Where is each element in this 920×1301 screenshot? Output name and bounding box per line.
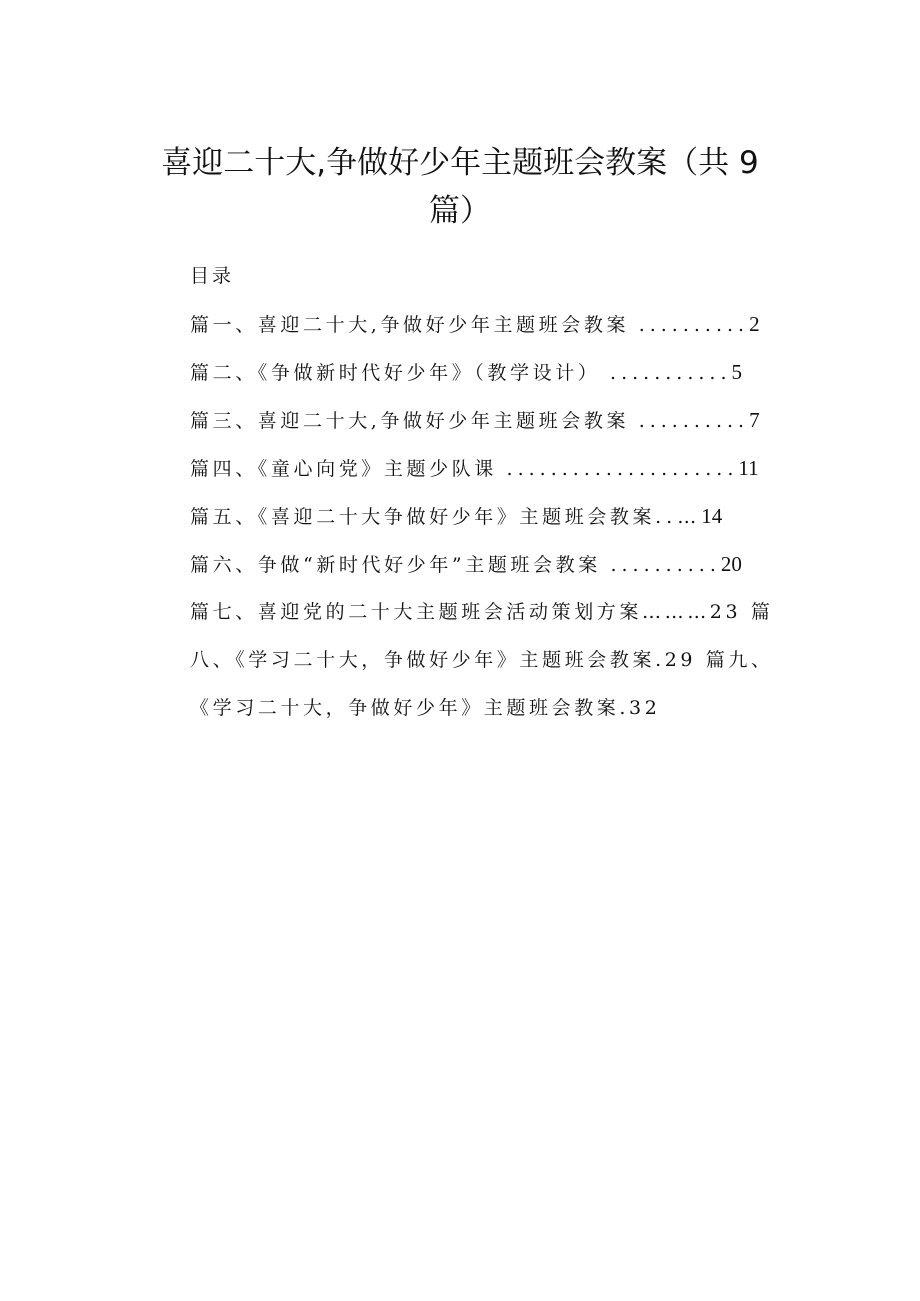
toc-entry-9-wrapped[interactable]: 《学习二十大，争做好少年》主题班会教案.32 [190,697,661,719]
toc-heading: 目录 [190,265,235,287]
toc-entry-2[interactable] [190,358,742,387]
toc-entry-7-wrapped[interactable]: 篇七、喜迎党的二十大主题班会活动策划方案………23 篇 [190,601,774,623]
toc-entry-8-wrapped[interactable]: 八、《学习二十大，争做好少年》主题班会教案.29 篇九、 [190,649,774,671]
toc-entry-4[interactable] [190,454,759,483]
toc-leader-dots: ..… [655,506,702,528]
toc-entry-text: 篇四、《童心向党》主题少队课 [190,458,497,480]
toc-page-number: 20 [720,552,742,576]
toc-entry-3[interactable] [190,406,760,435]
toc-leader-dots: ........... [610,362,732,384]
toc-leader-dots: .......... [638,314,750,336]
toc-entry-text: 篇六、争做“新时代好少年”主题班会教案 [190,554,601,576]
toc-entry-text: 篇五、《喜迎二十大争做好少年》主题班会教案 [190,506,656,528]
toc-leader-dots: .......... [638,410,750,432]
toc-page-number: 2 [749,312,760,336]
toc-leader-dots: ..................... [506,458,739,480]
toc-page-number: 5 [731,360,742,384]
toc-page-number: 7 [749,408,760,432]
toc-entry-text: 篇一、喜迎二十大,争做好少年主题班会教案 [190,314,630,336]
toc-entry-1[interactable] [190,310,760,339]
toc-entry-text: 篇二、《争做新时代好少年》（教学设计） [190,362,601,384]
toc-page-number: 11 [738,456,759,480]
toc-entry-6[interactable] [190,550,742,579]
toc-page-number: 14 [701,504,723,528]
document-title-line2: 篇） [429,193,491,229]
document-title-line1: 喜迎二十大,争做好少年主题班会教案（共 9 [161,145,759,181]
toc-entry-5[interactable] [190,502,722,531]
toc-entry-text: 篇三、喜迎二十大,争做好少年主题班会教案 [190,410,630,432]
toc-leader-dots: .......... [610,554,721,576]
